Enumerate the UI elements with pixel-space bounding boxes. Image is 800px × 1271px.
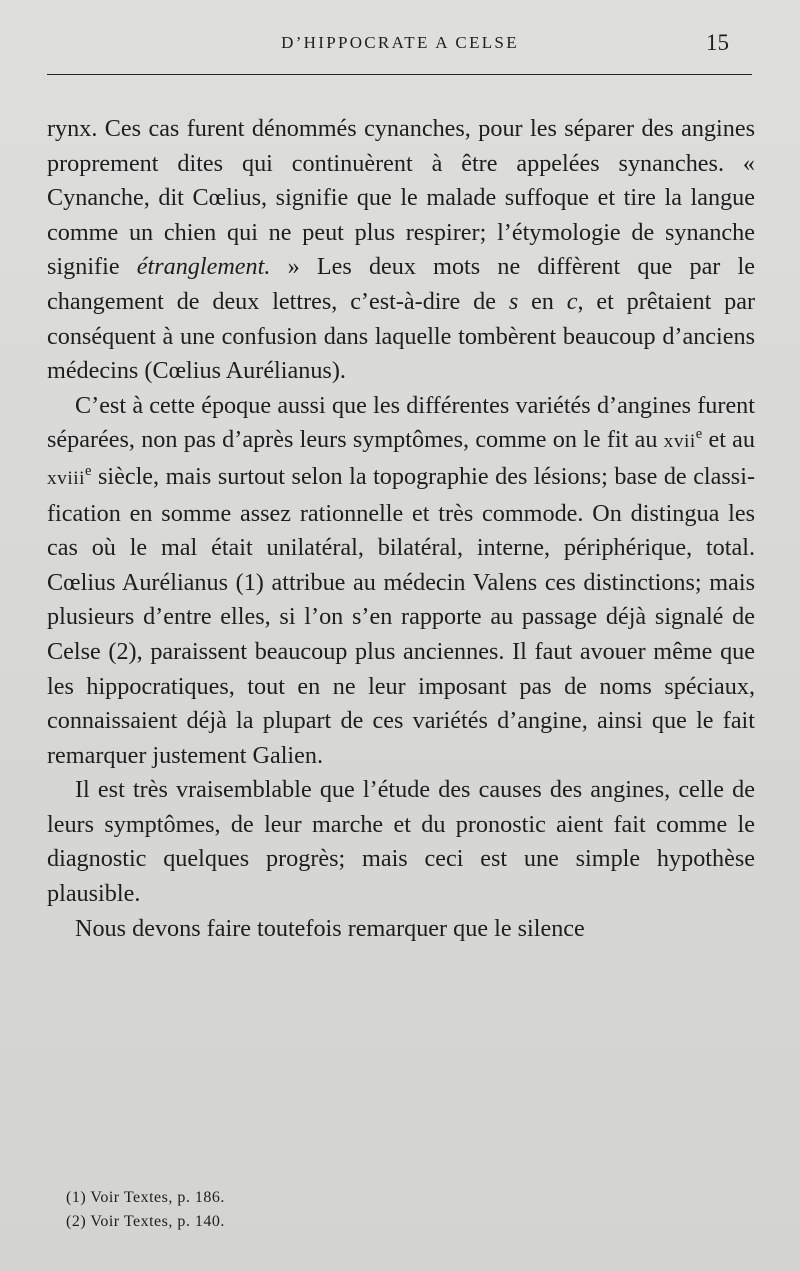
superscript-e: e [695,426,703,443]
paragraph-2-text-1: C’est à cette époque aussi que les différentes variétés d’angines furent séparées, non pas d’après leurs symptômes, comme on le fit au [47,391,755,454]
footnote-1: (1) Voir Textes, p. 186. [66,1189,225,1206]
paragraph-4: Nous devons faire toutefois remarquer que le silence [75,914,585,942]
paragraph-1-text-1: rynx. Ces cas furent dénommés cynanches, pour les séparer des angines proprement dites qui continuèrent à être appelées synanches. « Cynanche, dit Cœlius, signifie que le malade suffoque et tire la langue comme un chien qui ne peut plus respirer; l’étymologie de synanche signifie [47,115,755,281]
century-numeral-17: xvii [663,431,696,453]
paragraph-1-text-2: » Les deux mots ne diffèrent que par le changement de deux lettres, c’est-à-dire de [47,253,755,315]
paragraph-2-text-2: et au [702,426,755,454]
paragraph-1-text-4: , et prêtaient par conséquent à une confusion dans laquelle tombèrent beaucoup d’anciens médecins (Cœlius Aurélianus). [47,287,756,385]
paragraph-2-text-3: siècle, mais surtout selon la topographie des lésions; base de classification en somme assez rationnelle et très commode. On distingua les cas où le mal était unilatéral, bilatéral, interne, périphérique, total. Cœlius Aurélianus (1) attribue au médecin Valens ces distinctions; mais plusieurs d’entre elles, si l’on s’en rapporte au passage déjà signalé de Celse (2), paraissent beaucoup plus anciennes. Il faut avouer même que les hippocratiques, tout en ne leur imposant pas de noms spéciaux, connaissaient déjà la plupart de ces variétés d’angine, ainsi que le fait remarquer justement Galien. [47,462,755,769]
page-number: 15 [706,30,729,55]
paragraph-2 [47,389,755,774]
paragraph-3: Il est très vraisemblable que l’étude des causes des angines, celle de leurs symptômes, de leur marche et du pronostic aient fait comme le diagnostic quelques progrès; mais ceci est une simple hypothèse plausible. [47,776,755,908]
paragraph-1 [47,112,755,389]
italic-word-etranglement: étranglement. [136,253,271,281]
century-numeral-18: xviii [47,467,85,489]
italic-letter-s: s [508,287,519,315]
header-rule [47,74,752,75]
superscript-e: e [85,462,92,479]
running-head [47,30,753,63]
paragraph-1-text-3: en [518,287,567,315]
italic-letter-c: c [566,287,578,315]
footnote-2: (2) Voir Textes, p. 140. [66,1213,225,1230]
footnotes [66,1186,225,1234]
body-text [47,112,755,946]
running-title: D’HIPPOCRATE A CELSE [281,33,519,52]
